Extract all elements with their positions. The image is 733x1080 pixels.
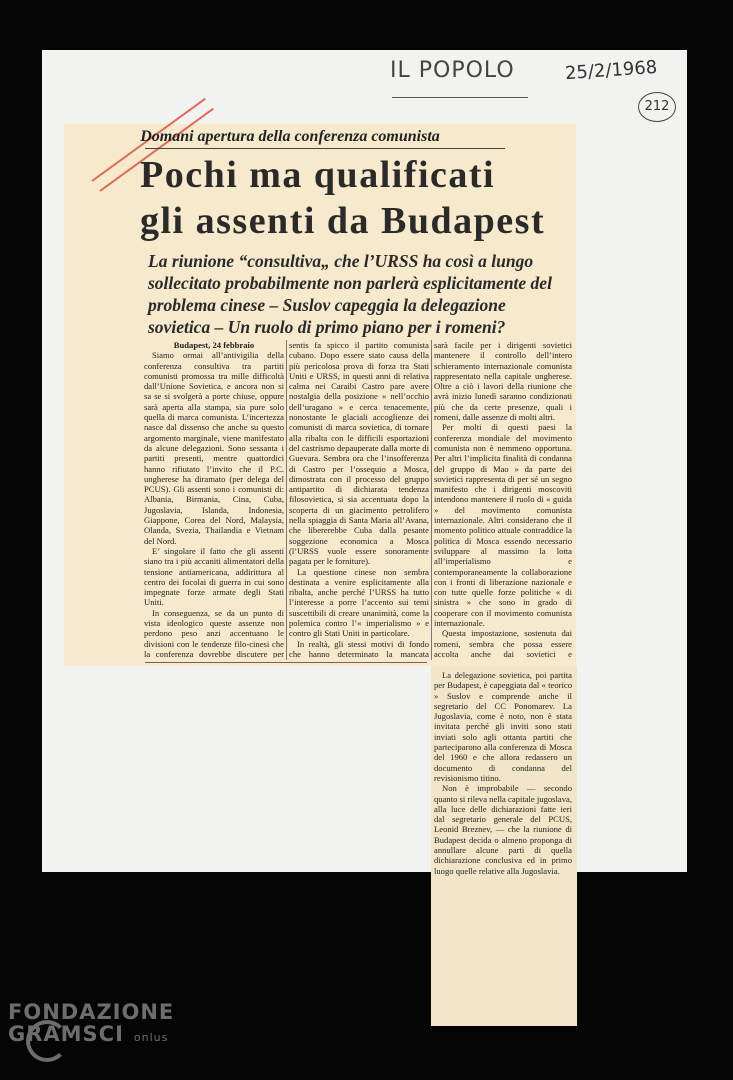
kicker-rule — [145, 148, 505, 149]
paragraph: In conseguenza, se da un punto di vista ideologico queste assenze non perdono peso anzi accentuano le divisioni con le tendenze filo-cinesi che la conferenza dovrebbe discutere per — [144, 607, 284, 658]
paragraph: Siamo ormai all’antivigilia della conferenza consultiva tra partiti comunisti promossa tra mille difficoltà dall’Unione Sovietica, e ancora non si sa se si svolgerà a porte chiuse, oppure sarà aperta alla stampa, sia pure solo quella di marca comunista. L’incertezza nasce dal dissenso che anche su questo argomento marginale, viene manifestato da alcune delegazioni. Sono sessanta i partiti presenti, mentre quattordici hanno rifiutato l’invito che il P.C. ungherese ha diramato (per delega del PCUS). Gli assenti sono i comunisti di: Albania, Birmania, Cina, Cuba, Jugoslavia, Islanda, Indonesia, Giappone, Corea del Nord, Malaysia, Olanda, Svezia, Thailandia e Vietnam del Nord. — [144, 350, 284, 546]
article-headline — [140, 152, 570, 244]
paragraph: In realtà, gli stessi motivi di fondo che hanno determinato la mancata — [289, 638, 429, 658]
paragraph: La delegazione sovietica, poi partita per Budapest, è capeggiata dal « teorico » Suslov e comprende anche il segretario del CC Ponomarev. La Jugoslavia, come è noto, non è stata invitata perché gli inviti sono stati inviati solo agli ottanta partiti che parteciparono alla conferenza di Mosca del 1960 e che allora redassero un documento di condanna del revisionismo titino. — [434, 670, 572, 783]
headline-line-2: gli assenti da Budapest — [140, 200, 546, 242]
article-end-rule — [145, 662, 427, 663]
handwritten-date: 25/2/1968 — [564, 56, 658, 85]
paragraph: Per molti di questi paesi la conferenza mondiale del movimento comunista non è nemmeno opportuna. Per altri l’implicita finalità di condanna del gruppo di Mao » da parte dei sovietici rappresenta di per sé un segno manifesto che i dirigenti moscoviti intendono mantenere il ruolo di « guida » del movimento comunista internazionale. Altri considerano che il momento politico attuale contraddice la politica di Mosca essendo necessario sviluppare al massimo la lotta all’imperialismo e contemporaneamente la collaborazione con i fronti di liberazione nazionale e con tutte quelle forze politiche « di sinistra » che sono in grado di cooperare con il movimento comunista internazionale. — [434, 422, 572, 629]
article-column-4 — [434, 670, 572, 1022]
footer-line-2: GRAMSCI — [8, 1022, 124, 1046]
paragraph: sarà facile per i dirigenti sovietici mantenere il controllo dell’intero schieramento internazionale comunista rappresentato nella capitale ungherese. Oltre a ciò i lavori della riunione che avrà inizio lunedì saranno condizionati più che da certe presenze, quali i romeni, dalle assenze di molti altri. — [434, 340, 572, 423]
paragraph: E’ singolare il fatto che gli assenti siano tra i più accaniti alimentatori della tensione antiamericana, addirittura al centro dei focolai di guerra in cui sono impegnate forze armate degli Stati Uniti. — [144, 545, 284, 608]
handwritten-underline — [392, 97, 528, 98]
column-divider — [286, 340, 287, 660]
dateline: Budapest, 24 febbraio — [173, 340, 255, 350]
article-column-2 — [289, 340, 429, 658]
footer-suffix: onlus — [133, 1031, 169, 1044]
paragraph: Questa impostazione, sostenuta dai romeni, sembra che possa essere accolta anche dai sovietici e — [434, 628, 572, 658]
handwritten-newspaper-name: IL POPOLO — [390, 58, 515, 83]
article-column-1 — [144, 340, 284, 658]
column-divider — [431, 340, 432, 660]
paragraph: La questione cinese non sembra destinata a venire esplicitamente alla ribalta, anche perché l’URSS ha tutto l’interesse a porre l’accento sui temi suscettibili di creare unanimità, come la polemica contro l’« imperialismo » e contro gli Stati Uniti in particolare. — [289, 566, 429, 639]
footer-line-1: FONDAZIONE — [8, 1000, 175, 1024]
article-kicker: Domani apertura della conferenza comunista — [140, 128, 440, 145]
paragraph: sentis fa spicco il partito comunista cubano. Dopo essere stato causa della più pericolosa prova di forza tra Stati Uniti e URSS, in questi anni di relativa calma nei Caraibi Castro pare avere nostalgia della posizione « nell’occhio dell’uragano » e cerca tenacemente, nonostante le glaciali accoglienze dei comunisti di marca sovietica, di tornare alla ribalta con le difficili esportazioni del castrismo depauperate dalla morte di Guevara. Sembra ora che l’insofferenza di Castro per l’ossequio a Mosca, dimostrata con il processo del gruppo antipartito di dichiarata tendenza filosovietica, si sia accentuata dopo la scoperta di un giacimento petrolifero nella spiaggia di Santa Maria all’Avana, che libererebbe Cuba dalla pesante soggezione economica a Mosca (l’URSS vuole essere sonoramente pagata per le forniture). — [289, 340, 429, 567]
headline-line-1: Pochi ma qualificati — [140, 154, 496, 196]
footer-watermark — [8, 1000, 208, 1046]
article-subhead: La riunione “consultiva„ che l’URSS ha così a lungo sollecitato probabilmente non parlerà esplicitamente del problema cinese – Suslov capeggia la delegazione sovietica – Un ruolo di primo piano per i romeni? — [148, 251, 552, 337]
footer-line-2-wrap — [8, 1022, 208, 1046]
paragraph: Non è improbabile — secondo quanto si rileva nella capitale jugoslava, alla luce delle dichiarazioni fatte ieri dal segretario generale del PCUS, Leonid Breznev, — che la riunione di Budapest decida o almeno proponga di annullare alcune parti di quella dichiarazione conclusiva ed in primo luogo quelle relative alla Jugoslavia. — [434, 783, 572, 876]
article-column-3 — [434, 340, 572, 658]
handwritten-page-number: 212 — [638, 92, 676, 122]
